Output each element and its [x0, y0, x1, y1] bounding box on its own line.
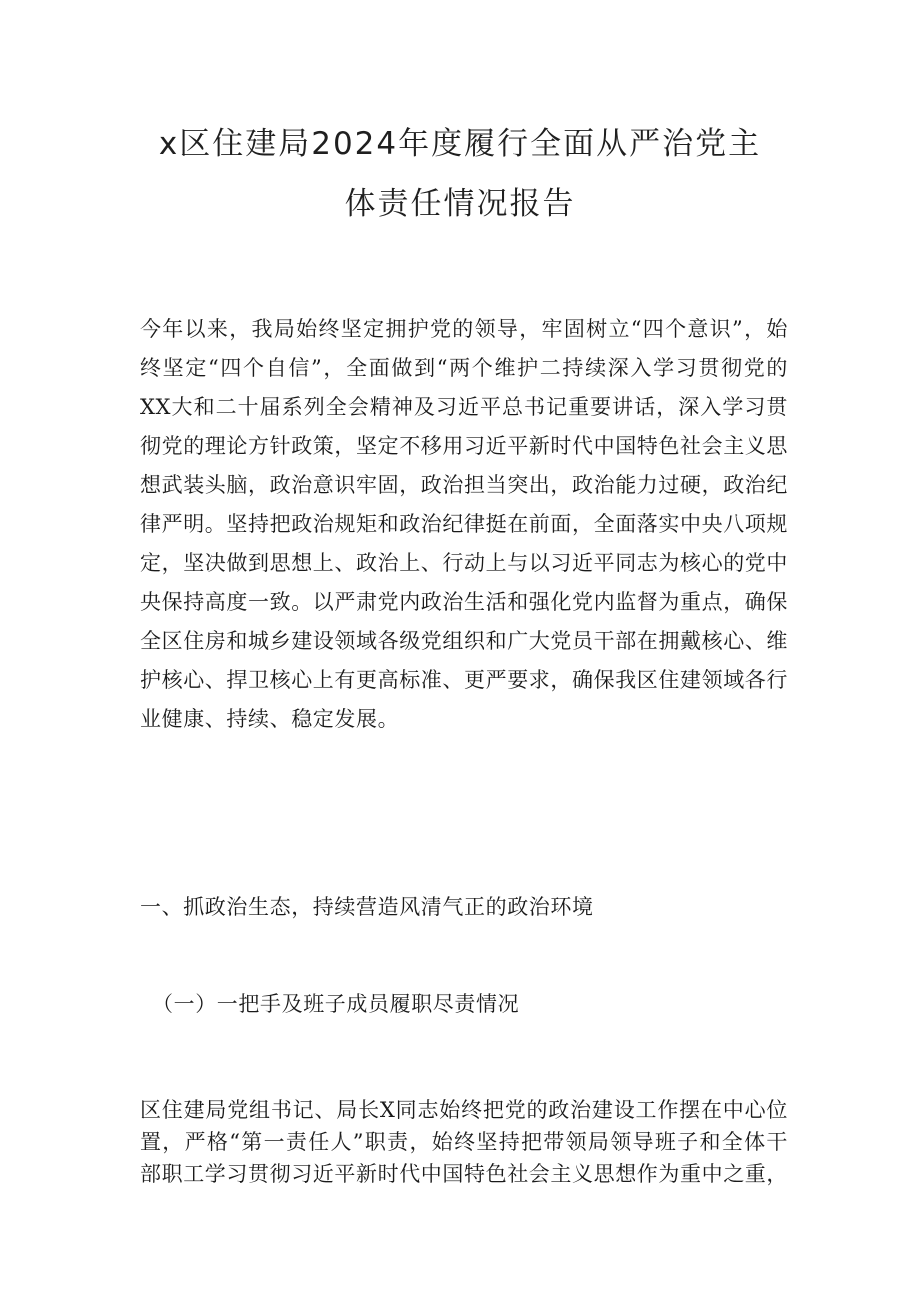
document-title-line-1: x区住建局2024年度履行全面从严治党主 [158, 126, 762, 162]
section-heading-1: 一、抓政治生态，持续营造风清气正的政治环境 [140, 895, 594, 919]
intro-paragraph: 今年以来，我局始终坚定拥护党的领导，牢固树立“四个意识”，始终坚定“四个自信”，全面做到“两个维护二持续深入学习贯彻党的XX大和二十届系列全会精神及习近平总书记重要讲话，深入学习贯彻党的理论方针政策，坚定不移用习近平新时代中国特色社会主义思想武装头脑，政治意识牢固，政治担当突出，政治能力过硬，政治纪律严明。坚持把政治规矩和政治纪律挺在前面，全面落实中央八项规定，坚决做到思想上、政治上、行动上与以习近平同志为核心的党中央保持高度一致。以严肃党内政治生活和强化党内监督为重点，确保全区住房和城乡建设领域各级党组织和广大党员干部在拥戴核心、维护核心、捍卫核心上有更高标准、更严要求，确保我区住建领域各行业健康、持续、稳定发展。 [140, 317, 788, 731]
document-title-line-2: 体责任情况报告 [344, 186, 576, 222]
subsection-heading-1: （一）一把手及班子成员履职尽责情况 [152, 992, 520, 1016]
subsection-paragraph-1: 区住建局党组书记、局长X同志始终把党的政治建设工作摆在中心位置，严格“第一责任人”职责，始终坚持把带领局领导班子和全体干部职工学习贯彻习近平新时代中国特色社会主义思想作为重中之重， [140, 1098, 788, 1186]
